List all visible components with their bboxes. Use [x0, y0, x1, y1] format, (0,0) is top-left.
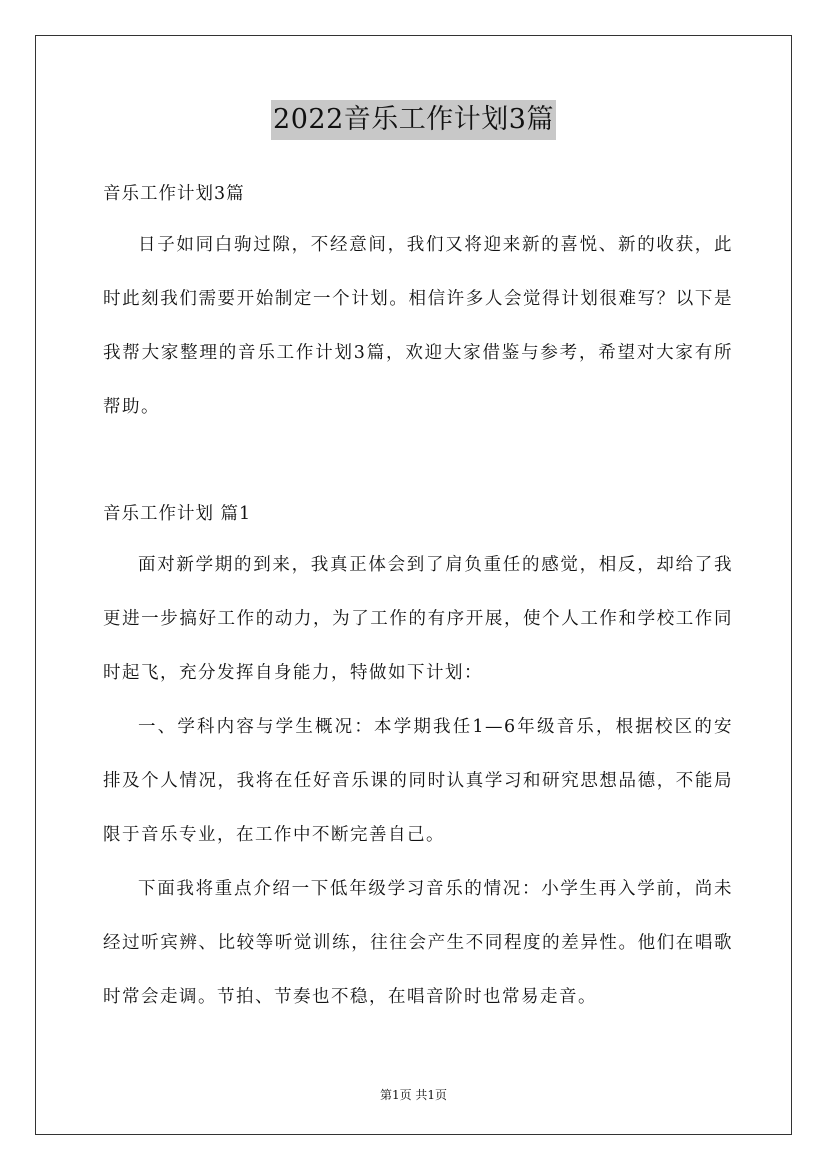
page-footer [0, 1087, 827, 1103]
document-body [103, 170, 733, 1024]
title-wrap [0, 100, 827, 140]
page-number-label: 第1页 共1页 [379, 1088, 448, 1102]
section1-paragraph-2: 一、学科内容与学生概况：本学期我任1—6年级音乐，根据校区的安排及个人情况，我将在任好音乐课的同时认真学习和研究思想品德，不能局限于音乐专业，在工作中不断完善自己。 [103, 717, 733, 845]
intro-heading: 音乐工作计划3篇 [103, 184, 245, 204]
section-spacer [103, 434, 733, 490]
section1-heading: 音乐工作计划 篇1 [103, 504, 252, 524]
section1-paragraph-3: 下面我将重点介绍一下低年级学习音乐的情况：小学生再入学前，尚未经过听宾辨、比较等听觉训练，往往会产生不同程度的差异性。他们在唱歌时常会走调。节拍、节奏也不稳，在唱音阶时也常易走音。 [103, 879, 733, 1007]
document-title: 2022音乐工作计划3篇 [271, 100, 556, 140]
section1-paragraph-1: 面对新学期的到来，我真正体会到了肩负重任的感觉，相反，却给了我更进一步搞好工作的动力，为了工作的有序开展，使个人工作和学校工作同时起飞，充分发挥自身能力，特做如下计划： [103, 555, 733, 683]
intro-paragraph: 日子如同白驹过隙，不经意间，我们又将迎来新的喜悦、新的收获，此时此刻我们需要开始制定一个计划。相信许多人会觉得计划很难写？以下是我帮大家整理的音乐工作计划3篇，欢迎大家借鉴与参考，希望对大家有所帮助。 [103, 235, 733, 417]
